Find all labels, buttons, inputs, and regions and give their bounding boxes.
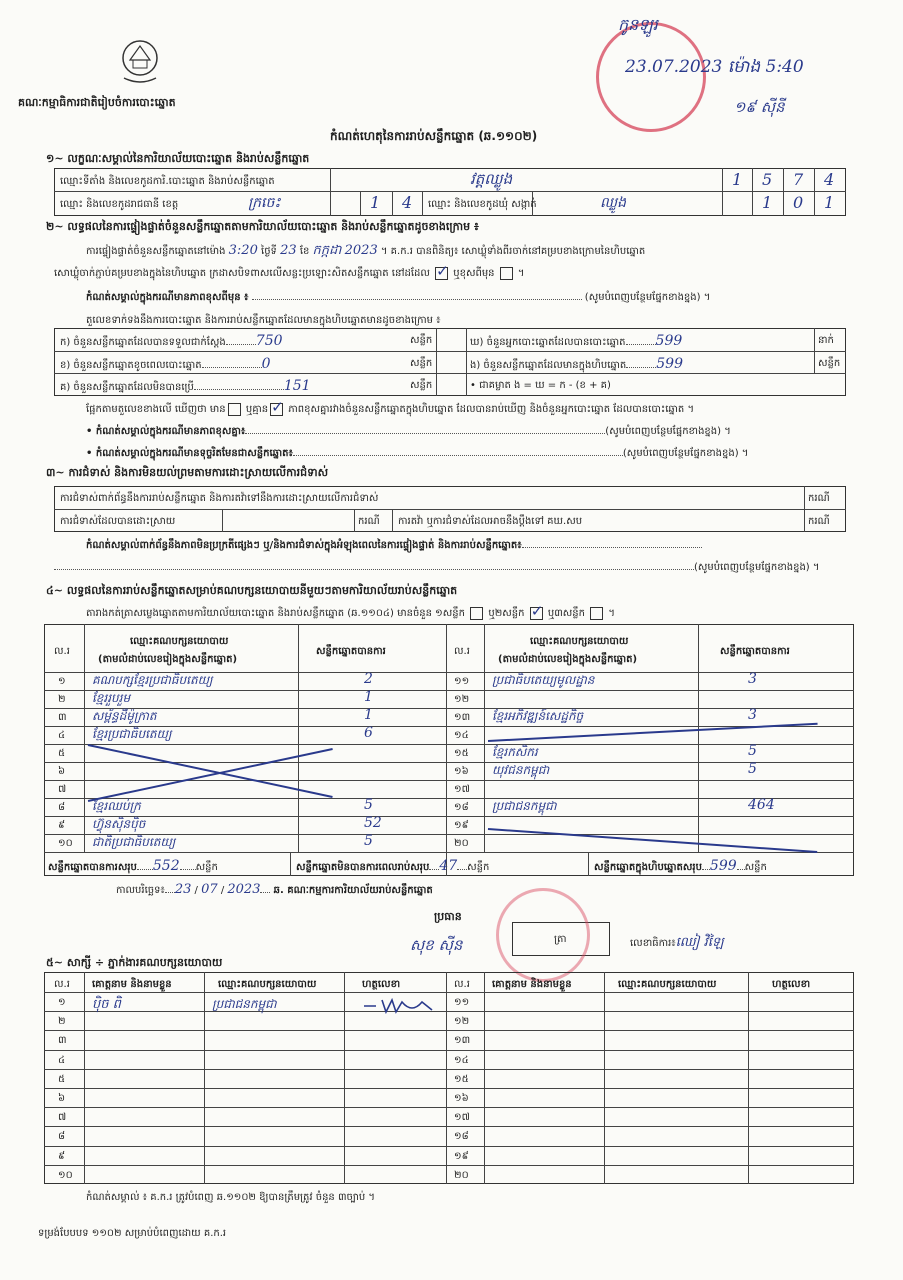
witness-number: ១២ <box>454 1016 470 1028</box>
stamp-date-time: 23.07.2023 ម៉ោង 5:40 <box>625 57 804 77</box>
year-value: 2023 <box>344 243 378 258</box>
witness-number: ៤ <box>58 1054 66 1066</box>
witness-number: ១០ <box>58 1169 73 1181</box>
party-votes: 1 <box>364 707 373 723</box>
different-checkbox[interactable] <box>500 267 513 280</box>
section2-heading: ២~ លទ្ធផលនៃការផ្ទៀងផ្ទាត់ចំនួនសន្លឹកឆ្នោតតាមការិយាល័យបោះឆ្នោត និងរាប់សន្លឹកឆ្នោតដូចខាងក្រោម ៖ <box>46 220 479 233</box>
party-number: ១៥ <box>454 748 469 759</box>
party-name: ខ្មែរឈប់ក្រ <box>92 799 141 813</box>
witness-number: ១៥ <box>454 1073 469 1085</box>
witness-number: ៧ <box>58 1112 67 1124</box>
witness-number: ៩ <box>58 1150 66 1162</box>
party-name: ខ្មែរប្រជាធិបតេយ្យ <box>92 727 172 741</box>
witness-row-divider <box>44 1069 854 1070</box>
party-number: ៣ <box>58 712 67 723</box>
party-row-divider <box>44 780 854 781</box>
party-number: ៨ <box>58 802 66 813</box>
party-name: ហ៊្វុនស៊ិនប៉ិច <box>92 817 146 831</box>
witness-number: ៦ <box>58 1093 66 1104</box>
party-row-divider <box>44 816 854 817</box>
party-number: ២ <box>58 694 66 705</box>
has-difference-checkbox[interactable] <box>228 403 241 416</box>
stamp-handwriting-top: កូនឡូរ <box>618 15 658 34</box>
witness-number: ១៧ <box>454 1112 470 1124</box>
formula: • ជាគម្លាត ង = ឃ = ក - (ខ + គ) <box>470 380 611 391</box>
figures-intro: តួលេខទាក់ទងនឹងការបោះឆ្នោត និងការរាប់សន្លឹកឆ្នោតដែលមានក្នុងហិបឆ្នោតមានដូចខាងក្រោម ៖ <box>86 315 441 326</box>
witness1-party: ប្រជាជនកម្ពុជា <box>212 997 277 1011</box>
party-votes: 5 <box>748 743 757 759</box>
party-name: គណបក្សខ្មែរប្រជាធិបតេយ្យ <box>92 673 213 687</box>
witness-row-divider <box>44 1011 854 1012</box>
party-number: ៦ <box>58 766 66 777</box>
signing-date: កាលបរិច្ឆេទ៖ 23 / 07 / 2023 ឆ. គណៈកម្មការការិយាល័យរាប់សន្លឹកឆ្នោត <box>116 882 433 897</box>
province-code-2: 4 <box>402 193 413 212</box>
commune-label: ឈ្មោះ និងលេខកូដឃុំ សង្កាត់ <box>428 199 537 210</box>
province-label: ឈ្មោះ និងលេខកូដរាជធានី ខេត្ត <box>60 199 179 210</box>
difference-note: កំណត់សម្គាល់ក្នុងករណីមានភាពខុសពីមុន ៖ (សូមបំពេញបន្ថែមផ្នែកខាងខ្នង) ។ <box>86 292 711 303</box>
province-value: ក្រចេះ <box>248 195 281 211</box>
party-votes: 464 <box>748 797 775 813</box>
party-votes: 5 <box>748 761 757 777</box>
day-value: 23 <box>280 243 297 258</box>
party-number: ៥ <box>58 748 66 759</box>
nec-logo <box>118 38 162 90</box>
party-number: ៧ <box>58 784 67 795</box>
commune-value: ឈ្លូង <box>600 195 626 211</box>
party-row-divider <box>44 708 854 709</box>
witness-number: ១៤ <box>454 1054 469 1066</box>
party-number: ១០ <box>58 838 73 849</box>
figure-b: ខ) ចំនួនសន្លឹកឆ្នោតខូចពេលបោះឆ្នោត 0 <box>60 356 271 372</box>
party-name: ប្រជាជនកម្ពុជា <box>492 799 557 813</box>
section3-heading: ៣~ ការជំទាស់ និងការមិនយល់ព្រមតាមការដោះស្រាយលើការជំទាស់ <box>46 466 329 479</box>
party-name: ខ្មែរកសិករ <box>492 745 538 759</box>
president-title: ប្រធាន <box>434 910 462 923</box>
time-value: 3:20 <box>228 243 258 258</box>
one-sheet-checkbox[interactable] <box>470 607 483 620</box>
party-name: ប្រជាធិបតេយ្យមូលដ្ឋាន <box>492 673 595 687</box>
location-value: វត្តឈ្លូង <box>470 170 513 188</box>
witness-number: ១៣ <box>454 1035 471 1047</box>
party-number: ១៦ <box>454 766 469 777</box>
three-sheets-checkbox[interactable] <box>590 607 603 620</box>
month-value: កក្កដា <box>312 243 342 258</box>
committee-seal <box>496 888 590 982</box>
party-votes: 5 <box>364 833 373 849</box>
party-number: ១៩ <box>454 820 469 831</box>
commune-code-1: 1 <box>762 193 773 212</box>
witness-number: ៣ <box>58 1035 67 1047</box>
commune-code-2: 0 <box>793 193 804 212</box>
party-name: ខ្មែរអភិវឌ្ឍន៍សេដ្ឋកិច្ច <box>492 709 584 723</box>
witness-number: ១៦ <box>454 1093 469 1104</box>
witness-row-divider <box>44 1107 854 1108</box>
witness-row-divider <box>44 1146 854 1147</box>
party-number: ១៨ <box>454 802 469 813</box>
party-name: ខ្មែររួបរួម <box>92 691 131 705</box>
party-number: ៤ <box>58 730 66 741</box>
witness-note: កំណត់សម្គាល់ ៖ គ.ក.រ ត្រូវបំពេញ ឆ.១១០២ ឱ្យបានត្រឹមត្រូវ ចំនួន ៣ច្បាប់ ។ <box>86 1192 375 1203</box>
location-label: ឈ្មោះទីតាំង និងលេខកូដការិ.បោះឆ្នោត និងរាប់សន្លឹកឆ្នោត <box>60 176 275 187</box>
two-sheets-checkbox[interactable] <box>530 607 543 620</box>
difference-line: ផ្អែកតាមតួលេខខាងលើ ឃើញថា មាន ឬគ្មាន✓ ភាពខុសគ្នារវាងចំនួនសន្លឹកឆ្នោតក្នុងហិបឆ្នោត ដែលបានរាប់ឃើញ និងចំនួនអ្នកបោះឆ្នោត ដែលបានបោះឆ្នោត ។ <box>86 402 694 417</box>
party-votes: 6 <box>364 725 373 741</box>
figure-d: ឃ) ចំនួនអ្នកបោះឆ្នោតដែលបានបោះឆ្នោត 599 <box>470 333 683 349</box>
witness-number: ១៨ <box>454 1131 469 1143</box>
party-number: ១១ <box>454 676 470 687</box>
section1-heading: ១~ លក្ខណៈសម្គាល់នៃការិយាល័យបោះឆ្នោត និងរាប់សន្លឹកឆ្នោត <box>46 152 310 165</box>
section4-heading: ៤~ លទ្ធផលនៃការរាប់សន្លឹកឆ្នោតសម្រាប់គណបក្សនយោបាយនីមួយៗតាមការិយាល័យរាប់សន្លឹកឆ្នោត <box>46 584 458 597</box>
same-checkbox[interactable] <box>435 267 448 280</box>
irregularity-note: កំណត់សម្គាល់ពាក់ព័ន្ធនឹងភាពមិនប្រក្រតីផ្សេងៗ ឬ/និងការជំទាស់ក្នុងអំឡុងពេលនៃការផ្ទៀងផ្ទាត់ និងការរាប់សន្លឹកឆ្នោត៖ <box>86 538 846 553</box>
commune-code-3: 1 <box>824 193 835 212</box>
party-row-divider <box>44 744 854 745</box>
party-row-divider <box>44 690 854 691</box>
province-code-1: 1 <box>370 193 381 212</box>
witness-number: ១ <box>58 997 66 1008</box>
no-difference-checkbox[interactable] <box>270 403 283 416</box>
party-votes: 2 <box>364 671 373 687</box>
party-number: ១២ <box>454 694 470 705</box>
party-votes: 3 <box>748 671 757 687</box>
witness1-signature <box>362 996 442 1019</box>
witness1-name: ប៉ិច ពិ <box>92 997 121 1012</box>
witness-row-divider <box>44 1050 854 1051</box>
party-votes: 5 <box>364 797 373 813</box>
verification-line2: សោឃ្លុំចាក់ភ្ជាប់គម្របខាងក្នុងនៃហិបឆ្នោត ក្រដាសបិទពាសលើសន្លះប្រឡោះសិតសន្លឹកឆ្នោត នៅដដែល ✓ ឬខុសពីមុន ។ <box>54 266 525 281</box>
location-code-3: 7 <box>793 170 804 189</box>
party-name: សម្ព័ន្ធដឺម៉ូក្រាត <box>92 709 157 723</box>
witness-table <box>44 972 854 1184</box>
figure-a: ក) ចំនួនសន្លឹកឆ្នោតដែលបានទទួលជាក់ស្តែង 750 <box>60 333 283 349</box>
party-votes: 3 <box>748 707 757 723</box>
section5-heading: ៥~ សាក្សី ÷ ភ្នាក់ងារគណបក្សនយោបាយ <box>46 956 223 969</box>
party-row-divider <box>44 798 854 799</box>
secretary-line: លេខាធិការ៖ឈៀ វិឡៃ <box>630 935 724 950</box>
party-number: ១៧ <box>454 784 470 795</box>
party-name: ជាតិប្រជាធិបតេយ្យ <box>92 835 176 849</box>
witness-number: ២០ <box>454 1169 469 1181</box>
verification-line1: ការផ្ទៀងផ្ទាត់ចំនួនសន្លឹកឆ្នោតនៅម៉ោង 3:20 ថ្ងៃទី 23 ខែ កក្កដា 2023 ។ គ.ក.រ បានពិនិត្យ៖ សោឃ្លុំទាំងពីរចាក់នៅគម្របខាងក្រោមនៃហិបឆ្នោត <box>86 243 646 258</box>
party-number: ១ <box>58 676 66 687</box>
witness-row-divider <box>44 1030 854 1031</box>
witness-row-divider <box>44 1126 854 1127</box>
president-signature: សុខ ស៊ីន <box>410 936 463 954</box>
figure-c: គ) ចំនួនសន្លឹកឆ្នោតដែលមិនបានប្រើ 151 <box>60 378 311 394</box>
total-valid-value: 552 <box>152 858 180 874</box>
fraud-note: • កំណត់សម្គាល់ក្នុងករណីមានទុច្ចរិតមែនជាសន្លឹកឆ្នោត៖ (សូមបំពេញបន្ថែមផ្នែកខាងខ្នង) ។ <box>86 448 749 459</box>
location-code-1: 1 <box>732 170 743 189</box>
party-number: ១៤ <box>454 730 469 741</box>
witness-number: ២ <box>58 1016 66 1028</box>
party-votes: 1 <box>364 689 373 705</box>
party-name: យុវជនកម្ពុជា <box>492 763 550 777</box>
witness-number: ៥ <box>58 1073 66 1085</box>
org-name: គណៈកម្មាធិការជាតិរៀបចំការបោះឆ្នោត <box>18 96 176 109</box>
stamp-signature-note: ១៩ សុីនី <box>734 98 785 116</box>
witness-number: ១១ <box>454 997 470 1008</box>
difference-note2: • កំណត់សម្គាល់ក្នុងករណីមានភាពខុសគ្នា៖ (សូមបំពេញបន្ថែមផ្នែកខាងខ្នង) ។ <box>86 426 731 437</box>
party-number: ១៣ <box>454 712 471 723</box>
page-title: កំណត់ហេតុនៃការរាប់សន្លឹកឆ្នោត (ឆ.១១០២) <box>330 129 538 143</box>
form-footer: ទម្រង់បែបបទ ១១០២ សម្រាប់បំពេញដោយ គ.ក.រ <box>38 1228 227 1239</box>
party-number: ៩ <box>58 820 66 831</box>
witness-row-divider <box>44 1165 854 1166</box>
witness-row-divider <box>44 1088 854 1089</box>
location-code-4: 4 <box>824 170 835 189</box>
total-box-value: 599 <box>709 858 737 874</box>
party-votes: 52 <box>364 815 382 831</box>
figure-e: ង) ចំនួនសន្លឹកឆ្នោតដែលមានក្នុងហិបឆ្នោត 599 <box>470 356 683 372</box>
tally-sheets-line: តារាងកត់ត្រាសម្លេងឆ្នោតតាមការិយាល័យបោះឆ្នោត និងរាប់សន្លឹកឆ្នោត (ឆ.១១០៤) មានចំនួន ១សន្លឹក ឬ២សន្លឹក ✓ ឬ៣សន្លឹក ។ <box>86 606 615 621</box>
witness-number: ៨ <box>58 1131 66 1143</box>
totals-row: សន្លឹកឆ្នោតបានការសរុប 552 សន្លឹក <box>48 858 218 874</box>
party-number: ២០ <box>454 838 469 849</box>
witness-number: ១៩ <box>454 1150 469 1162</box>
location-code-2: 5 <box>762 170 773 189</box>
total-invalid-value: 47 <box>439 858 458 874</box>
